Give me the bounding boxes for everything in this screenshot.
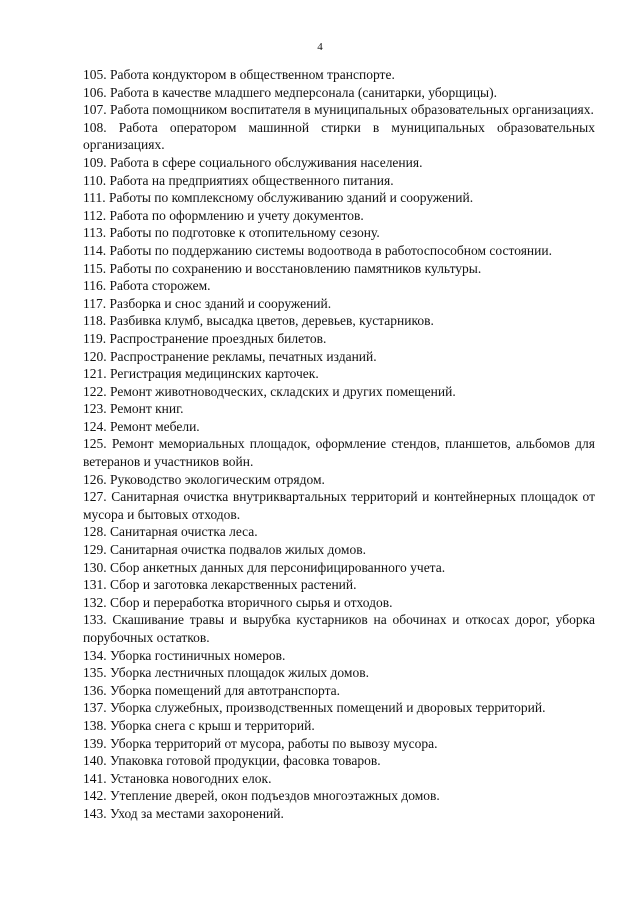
list-item: 115. Работы по сохранению и восстановлению памятников культуры. [83,260,482,276]
list-item: 121. Регистрация медицинских карточек. [83,366,319,382]
list-item: 107. Работа помощником воспитателя в муниципальных образовательных организациях. [83,102,594,118]
list-item: 117. Разборка и снос зданий и сооружений. [83,295,332,311]
list-item: 125. Ремонт мемориальных площадок, оформление стендов, планшетов, альбомов для ветеранов и участников войн. [83,436,595,470]
list-item: 135. Уборка лестничных площадок жилых домов. [83,665,369,681]
list-item: 127. Санитарная очистка внутриквартальных территорий и контейнерных площадок от мусора и бытовых отходов. [83,489,595,522]
list-item: 108. Работа оператором машинной стирки в муниципальных образовательных организациях. [83,119,595,153]
list-item: 123. Ремонт книг. [83,401,184,417]
list-item: 120. Распространение рекламы, печатных изданий. [83,348,377,364]
list-item: 122. Ремонт животноводческих, складских и других помещений. [83,383,456,399]
list-item: 109. Работа в сфере социального обслуживания населения. [83,154,423,170]
list-item: 133. Скашивание травы и вырубка кустарников на обочинах и откосах дорог, уборка порубочных остатков. [83,612,595,645]
list-item: 114. Работы по поддержанию системы водоотвода в работоспособном состоянии. [83,242,552,258]
list-item: 116. Работа сторожем. [83,278,211,294]
list-item: 142. Утепление дверей, окон подъездов многоэтажных домов. [83,788,440,804]
list-item: 111. Работы по комплексному обслуживанию зданий и сооружений. [83,190,474,206]
job-list [83,66,595,823]
list-item: 134. Уборка гостиничных номеров. [83,647,286,663]
list-item: 131. Сбор и заготовка лекарственных растений. [83,577,357,593]
list-item: 132. Сбор и переработка вторичного сырья и отходов. [83,594,393,610]
list-item: 118. Разбивка клумб, высадка цветов, деревьев, кустарников. [83,313,434,329]
list-item: 119. Распространение проездных билетов. [83,330,327,346]
list-item: 128. Санитарная очистка леса. [83,524,258,540]
list-item: 106. Работа в качестве младшего медперсонала (санитарки, уборщицы). [83,84,497,100]
list-item: 130. Сбор анкетных данных для персонифицированного учета. [83,559,446,575]
list-item: 141. Установка новогодних елок. [83,770,272,786]
list-item: 110. Работа на предприятиях общественного питания. [83,172,394,188]
list-item: 112. Работа по оформлению и учету документов. [83,207,364,223]
list-item: 105. Работа кондуктором в общественном транспорте. [83,67,395,82]
list-item: 124. Ремонт мебели. [83,418,200,434]
list-item: 139. Уборка территорий от мусора, работы по вывозу мусора. [83,735,438,751]
list-item: 138. Уборка снега с крыш и территорий. [83,717,315,733]
list-item: 143. Уход за местами захоронений. [83,805,284,821]
list-item: 126. Руководство экологическим отрядом. [83,471,325,487]
list-item: 129. Санитарная очистка подвалов жилых домов. [83,542,366,558]
list-item: 137. Уборка служебных, производственных помещений и дворовых территорий. [83,700,546,716]
list-item: 136. Уборка помещений для автотранспорта. [83,682,341,698]
list-item: 140. Упаковка готовой продукции, фасовка товаров. [83,753,381,769]
list-item: 113. Работы по подготовке к отопительному сезону. [83,225,380,241]
page-number: 4 [317,41,323,53]
